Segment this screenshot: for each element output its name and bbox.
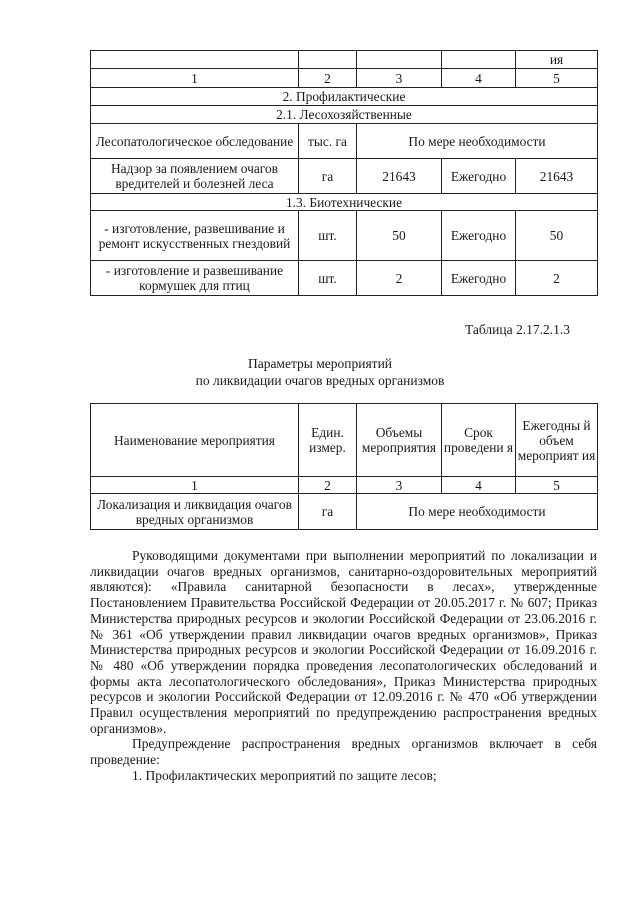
measure-unit: га [299, 159, 357, 194]
column-number: 4 [442, 477, 516, 494]
column-number: 2 [299, 477, 357, 494]
column-number: 4 [442, 69, 516, 88]
table-row [91, 124, 598, 159]
measure-name: Лесопатологическое обследование [91, 124, 299, 159]
measure-term: Ежегодно [442, 211, 516, 261]
measure-term: Ежегодно [442, 159, 516, 194]
column-number: 1 [91, 477, 299, 494]
measure-name: Локализация и ликвидация очагов вредных организмов [91, 494, 299, 530]
section-row [91, 194, 598, 211]
table-label: Таблица 2.17.2.1.3 [465, 322, 570, 337]
measure-term: Ежегодно [442, 261, 516, 296]
column-number: 5 [516, 69, 598, 88]
measure-unit: шт. [299, 261, 357, 296]
table-cell [357, 51, 442, 69]
measure-schedule: По мере необходимости [357, 494, 598, 530]
table-cell: ия [516, 51, 598, 69]
table-cell [299, 51, 357, 69]
table-row [91, 159, 598, 194]
column-number: 5 [516, 477, 598, 494]
column-number: 3 [357, 477, 442, 494]
outbreak-table [90, 403, 598, 530]
table-cell [91, 51, 299, 69]
section-row [91, 88, 598, 106]
table-caption-line1: Параметры мероприятий [247, 356, 393, 371]
measure-name: Надзор за появлением очагов вредителей и болезней леса [91, 159, 299, 194]
table-row [91, 51, 598, 69]
table-caption-line2: по ликвидации очагов вредных организмов [195, 373, 445, 388]
measure-volume: 2 [357, 261, 442, 296]
paragraph: Руководящими документами при выполнении мероприятий по локализации и ликвидации очагов вредных организмов, санитарно-оздоровительных мероприятий являются): «Правила санитарной безопасности в лесах», утвержденные Постановлением Правительства Российской Федерации от 20.05.2017 г. № 607; Приказ Министерства природных ресурсов и экологии Российской Федерации от 23.06.2016 г. № 361 «Об утверждении правил ликвидации очагов вредных организмов», Приказ Министерства природных ресурсов и экологии Российской Федерации от 16.09.2016 г. № 480 «Об утверждении порядка проведения лесопатологических обследований и формы акта лесопатологического обследования», Приказ Министерства природных ресурсов и экологии Российской Федерации от 12.09.2016 г. № 470 «Об утверждении Правил осуществления мероприятий по предупреждению распространения вредных организмов». [90, 548, 597, 736]
table-row [91, 69, 598, 88]
measure-unit: га [299, 494, 357, 530]
measure-annual: 50 [516, 211, 598, 261]
column-header: Ежегодны й объем мероприят ия [516, 404, 598, 477]
paragraph: Предупреждение распространения вредных организмов включает в себя проведение: [90, 736, 597, 768]
measure-unit: шт. [299, 211, 357, 261]
column-header: Объемы мероприятия [357, 404, 442, 477]
section-heading: 2. Профилактические [91, 88, 598, 106]
section-heading: 2.1. Лесохозяйственные [91, 106, 598, 124]
measure-name: - изготовление и развешивание кормушек для птиц [91, 261, 299, 296]
column-header: Един. измер. [299, 404, 357, 477]
column-number: 2 [299, 69, 357, 88]
table-row [91, 261, 598, 296]
column-number: 3 [357, 69, 442, 88]
column-header: Наименование мероприятия [91, 404, 299, 477]
table-cell [442, 51, 516, 69]
measure-volume: 50 [357, 211, 442, 261]
measures-table [90, 50, 598, 296]
measure-volume: 21643 [357, 159, 442, 194]
body-text [90, 548, 597, 784]
table-row [91, 477, 598, 494]
measure-schedule: По мере необходимости [357, 124, 598, 159]
measure-annual: 21643 [516, 159, 598, 194]
column-number: 1 [91, 69, 299, 88]
measure-name: - изготовление, развешивание и ремонт искусственных гнездовий [91, 211, 299, 261]
measure-annual: 2 [516, 261, 598, 296]
measure-unit: тыс. га [299, 124, 357, 159]
table-row [91, 211, 598, 261]
column-header: Срок проведени я [442, 404, 516, 477]
table-row [91, 494, 598, 530]
list-item: 1. Профилактических мероприятий по защите лесов; [132, 767, 437, 783]
section-row [91, 106, 598, 124]
section-heading: 1.3. Биотехнические [91, 194, 598, 211]
header-row [91, 404, 598, 477]
